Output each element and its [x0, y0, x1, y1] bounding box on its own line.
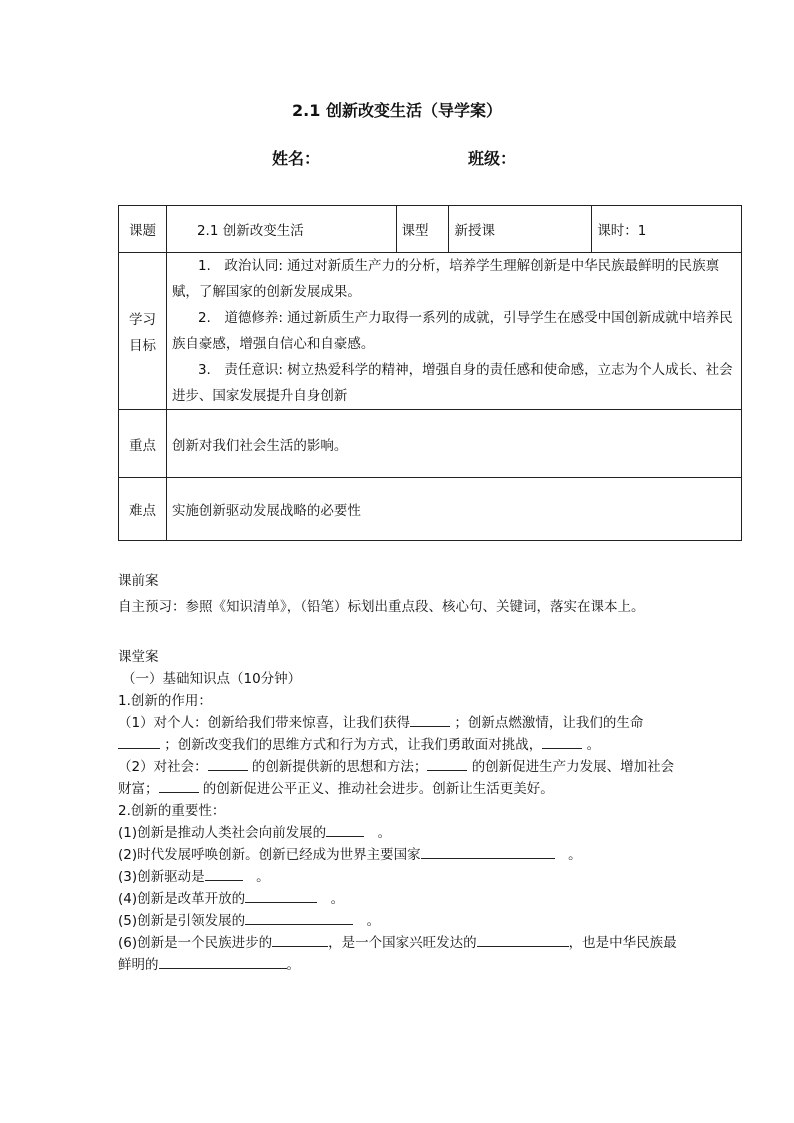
point1-title: 1.创新的作用： [118, 693, 212, 709]
topic-label: 课题 [119, 206, 167, 253]
type-value: 新授课 [449, 206, 592, 253]
point2-item-6 [118, 932, 684, 976]
pre-class-text: 自主预习：参照《知识清单》，（铅笔）标划出重点段、核心句、关键词，落实在课本上。 [118, 599, 645, 615]
text-run: （1）对个人：创新给我们带来惊喜，让我们获得 [118, 715, 411, 731]
point2-item-1 [118, 822, 684, 844]
name-label: 姓名： [272, 149, 321, 168]
key-point-value: 创新对我们社会生活的影响。 [166, 410, 741, 478]
goal-item: 2. 道德修养: 通过新质生产力取得一系列的成就，引导学生在感受中国创新成就中培养民族自豪感，增强自信心和自豪感。 [171, 310, 733, 352]
document-title: 2.1 创新改变生活（导学案） [292, 101, 502, 120]
difficult-point-row [119, 478, 742, 541]
basic-knowledge-heading: （一）基础知识点（10分钟） [122, 671, 302, 687]
difficult-point-value: 实施创新驱动发展战略的必要性 [166, 478, 741, 541]
goals-row [119, 253, 742, 410]
point1-individual [118, 712, 684, 756]
text-run: ；创新点燃激情，让我们的生命 [454, 715, 644, 731]
fill-blank[interactable] [245, 910, 353, 925]
point1-society [118, 756, 684, 800]
text-run: 。 [586, 737, 601, 753]
goal-item: 3. 责任意识: 树立热爱科学的精神，增强自身的责任感和使命感，立志为个人成长、社会进步、国家发展提升自身创新 [171, 362, 733, 404]
in-class-heading: 课堂案 [118, 649, 159, 665]
topic-value: 2.1 创新改变生活 [166, 206, 396, 253]
text-run: (6)创新是一个民族进步的 [118, 935, 273, 951]
period-text: 课时：1 [592, 206, 742, 253]
fill-blank[interactable] [326, 822, 364, 837]
fill-blank[interactable] [410, 712, 450, 727]
point2-item-4 [118, 888, 684, 910]
text-run: 。 [330, 891, 345, 907]
fill-blank[interactable] [245, 888, 317, 903]
text-run: 。 [286, 957, 300, 973]
fill-blank[interactable] [421, 844, 555, 859]
text-run: 。 [568, 847, 582, 863]
text-run: (1)创新是推动人类社会向前发展的 [118, 825, 327, 841]
text-run: (2)时代发展呼唤创新。创新已经成为世界主要国家 [118, 847, 421, 863]
goals-label [119, 253, 167, 410]
fill-blank[interactable] [159, 954, 287, 969]
in-class-section [118, 646, 684, 976]
fill-blank[interactable] [477, 932, 569, 947]
text-run: ，是一个国家兴旺发达的 [328, 935, 477, 951]
fill-blank[interactable] [542, 734, 582, 749]
text-run: 。 [256, 869, 270, 885]
fill-blank[interactable] [208, 756, 248, 771]
key-point-label: 重点 [119, 410, 167, 478]
text-run: （2）对社会： [118, 759, 208, 775]
point2-item-5 [118, 910, 684, 932]
text-run: (5)创新是引领发展的 [118, 913, 246, 929]
pre-class-section [118, 568, 684, 620]
text-run: 。 [377, 825, 392, 841]
text-run: 。 [366, 913, 381, 929]
goals-label-line-1: 学习 [128, 312, 156, 328]
text-run: 的创新促进生产力发展、增加社会财富； [118, 759, 675, 797]
fill-blank[interactable] [427, 756, 467, 771]
goals-label-line-2: 目标 [128, 338, 156, 354]
text-run: (4)创新是改革开放的 [118, 891, 246, 907]
lesson-info-table [118, 205, 742, 541]
fill-blank[interactable] [205, 866, 243, 881]
type-label: 课型 [396, 206, 449, 253]
text-run: 的创新促进公平正义、推动社会进步。创新让生活更美好。 [202, 781, 554, 797]
point2-title: 2.创新的重要性： [118, 803, 226, 819]
topic-row [119, 206, 742, 253]
fill-blank[interactable] [159, 778, 199, 793]
goal-item: 1. 政治认同: 通过对新质生产力的分析，培养学生理解创新是中华民族最鲜明的民族禀赋，了解国家的创新发展成果。 [171, 258, 720, 300]
point2-item-3 [118, 866, 684, 888]
fill-blank[interactable] [118, 734, 160, 749]
class-label: 班级： [468, 149, 517, 168]
pre-class-heading: 课前案 [118, 573, 159, 589]
text-run: (3)创新驱动是 [118, 869, 205, 885]
text-run: 的创新提供新的思想和方法； [251, 759, 428, 775]
key-point-row [119, 410, 742, 478]
fill-blank[interactable] [272, 932, 328, 947]
point2-item-2 [118, 844, 684, 866]
text-run: ；创新改变我们的思维方式和行为方式，让我们勇敢面对挑战， [164, 737, 543, 753]
goals-content [166, 253, 741, 410]
text-run: ，也是中华民族最鲜明的 [118, 935, 677, 973]
difficult-point-label: 难点 [119, 478, 167, 541]
